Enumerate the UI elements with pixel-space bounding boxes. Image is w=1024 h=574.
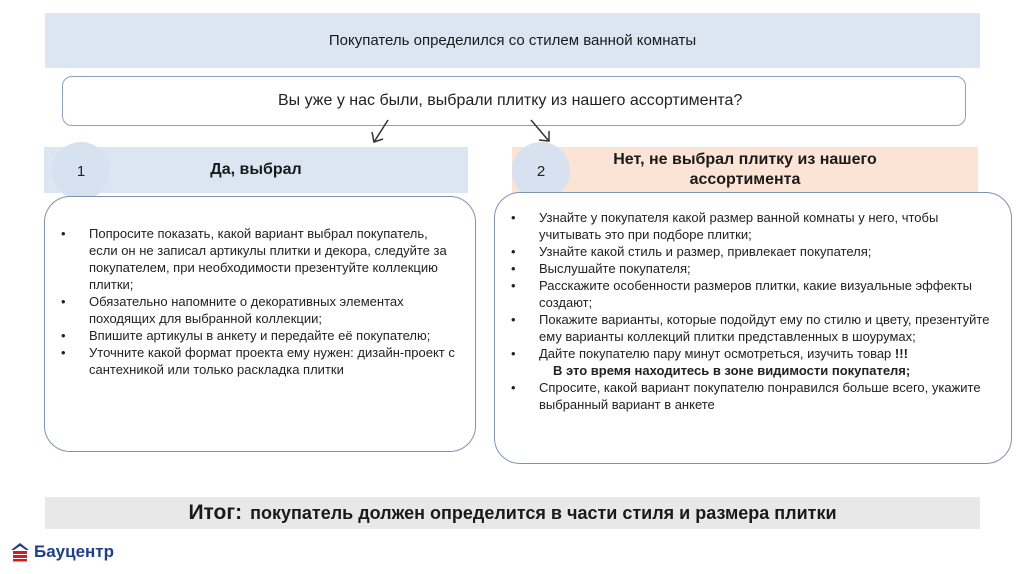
summary-bar	[45, 497, 980, 529]
list-item: • Узнайте у покупателя какой размер ванной комнаты у него, чтобы учитывать это при подборе плитки;	[509, 209, 999, 243]
logo-text: Бауцентр	[34, 542, 115, 561]
list-item: • Уточните какой формат проекта ему нужен: дизайн-проект с сантехникой или только раскладка плитки	[59, 344, 455, 378]
list-item: • Впишите артикулы в анкету и передайте её покупателю;	[59, 327, 455, 344]
option-no-list	[509, 209, 999, 413]
step-number: 2	[536, 162, 546, 180]
question-text: Вы уже у нас были, выбрали плитку из нашего ассортимента?	[278, 92, 743, 109]
option-no-header	[512, 147, 978, 193]
step-number: 1	[76, 162, 86, 180]
brand-logo	[10, 542, 114, 562]
logo-house-icon	[10, 542, 30, 562]
summary-label: Итог:	[188, 501, 243, 524]
list-item: • Узнайте какой стиль и размер, привлекает покупателя;	[509, 243, 999, 260]
list-item-text: Дайте покупателю пару минут осмотреться, изучить товар	[539, 346, 892, 361]
page-title: Покупатель определился со стилем ванной комнаты	[45, 13, 980, 68]
list-item	[509, 345, 999, 362]
option-yes-list	[59, 225, 455, 378]
list-item: • Покажите варианты, которые подойдут ему по стилю и цвету, презентуйте ему варианты коллекций плитки представленных в шоурумах;	[509, 311, 999, 345]
emphasis-mark: !!!	[894, 346, 908, 361]
option-yes-title: Да, выбрал	[210, 161, 302, 178]
summary-text: покупатель должен определится в части стиля и размера плитки	[250, 502, 837, 523]
visibility-note	[509, 362, 999, 379]
list-item: • Спросите, какой вариант покупателю понравился больше всего, укажите выбранный вариант в анкете	[509, 379, 999, 413]
visibility-note-text: В это время находитесь в зоне видимости покупателя;	[553, 363, 911, 378]
list-item: • Попросите показать, какой вариант выбрал покупатель, если он не записал артикулы плитки и декора, следуйте за покупателем, при необходимости презентуйте коллекцию плитки;	[59, 225, 455, 293]
list-item: • Расскажите особенности размеров плитки, какие визуальные эффекты создают;	[509, 277, 999, 311]
question-box	[62, 76, 966, 126]
list-item: • Обязательно напомните о декоративных элементах походящих для выбранной коллекции;	[59, 293, 455, 327]
step-badge-1	[52, 142, 110, 200]
option-no-title: Нет, не выбрал плитку из нашего ассортимента	[613, 151, 877, 188]
arrow-left-icon	[368, 118, 392, 146]
option-no-panel	[494, 192, 1012, 464]
list-item: • Выслушайте покупателя;	[509, 260, 999, 277]
option-yes-panel	[44, 196, 476, 452]
